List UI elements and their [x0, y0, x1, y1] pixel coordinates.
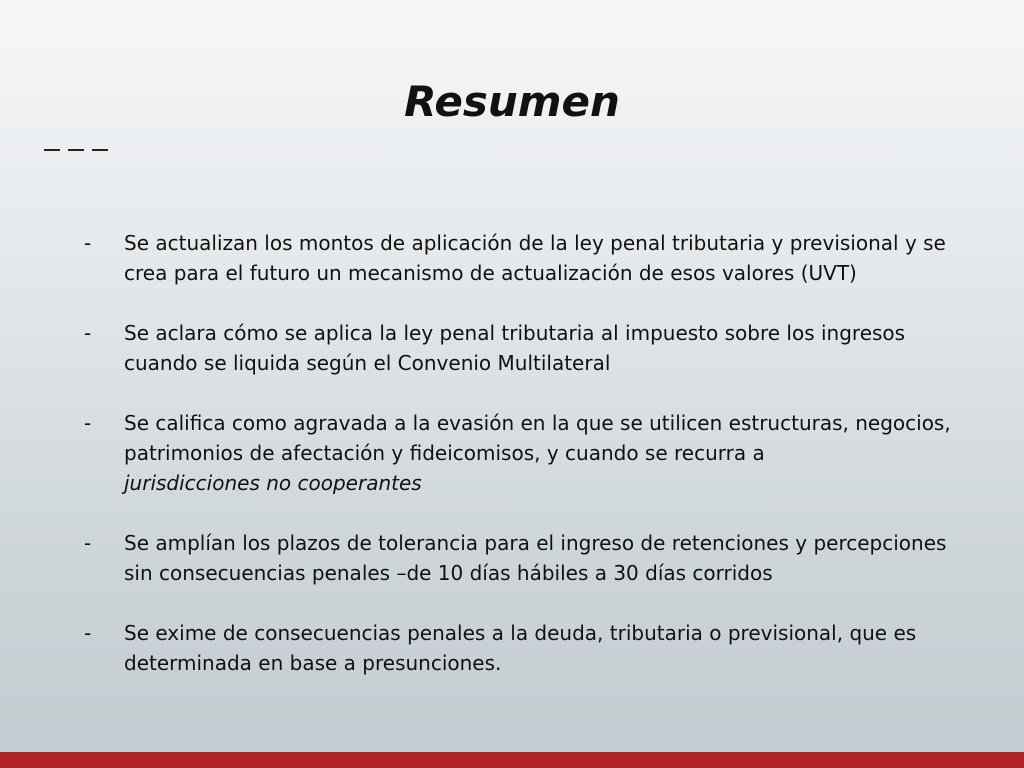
bullet-item	[84, 618, 964, 678]
bullet-marker: -	[84, 621, 92, 645]
bullet-item	[84, 408, 964, 498]
bullet-marker: -	[84, 321, 92, 345]
bullet-text: Se amplían los plazos de tolerancia para el ingreso de retenciones y percepciones sin consecuencias penales –de 10 días hábiles a 30 días corridos	[124, 531, 947, 585]
bullet-marker: -	[84, 231, 92, 255]
bullet-text: Se aclara cómo se aplica la ley penal tributaria al impuesto sobre los ingresos cuando se liquida según el Convenio Multilateral	[124, 321, 906, 375]
bullet-text: Se actualizan los montos de aplicación de la ley penal tributaria y previsional y se crea para el futuro un mecanismo de actualización de esos valores (UVT)	[124, 231, 946, 285]
bullet-text: Se exime de consecuencias penales a la deuda, tributaria o previsional, que es determinada en base a presunciones.	[124, 621, 917, 675]
slide-title: Resumen	[404, 77, 620, 126]
bullet-list	[84, 228, 964, 708]
bullet-marker: -	[84, 531, 92, 555]
divider-dash	[68, 149, 84, 151]
bullet-item	[84, 228, 964, 288]
bullet-text: Se califica como agravada a la evasión en la que se utilicen estructuras, negocios, patrimonios de afectación y fideicomisos, y cuando se recurra a	[124, 411, 951, 465]
title-divider	[44, 149, 108, 151]
bullet-marker: -	[84, 411, 92, 435]
divider-dash	[44, 149, 60, 151]
bullet-emphasis: jurisdicciones no cooperantes	[124, 471, 422, 495]
bullet-text-group	[124, 408, 964, 498]
bullet-item	[84, 318, 964, 378]
divider-dash	[92, 149, 108, 151]
footer-accent-bar	[0, 752, 1024, 768]
bullet-item	[84, 528, 964, 588]
